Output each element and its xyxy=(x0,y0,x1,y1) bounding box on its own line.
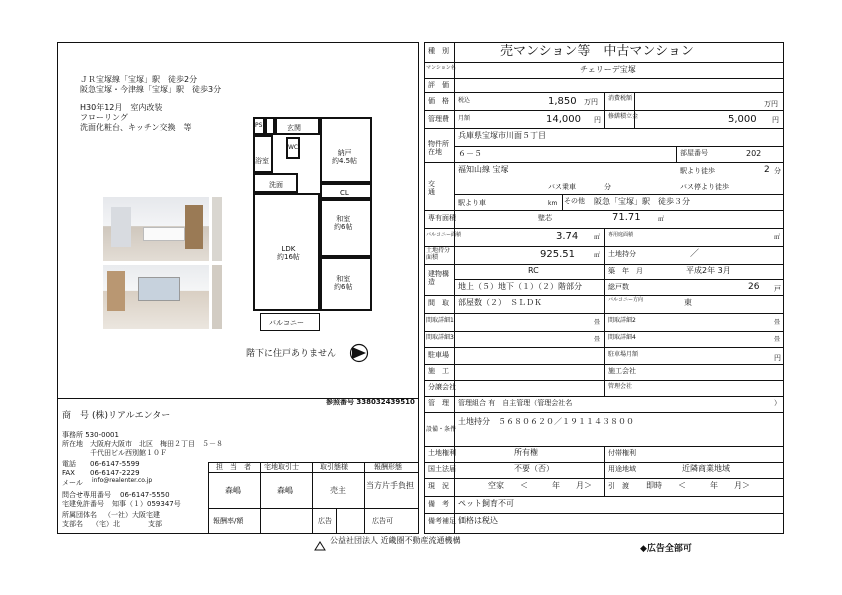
license-label: 宅建免許番号 xyxy=(62,500,104,508)
feature-line-1: H30年12月 室内改装 xyxy=(80,103,163,112)
reference-number: 参照番号 338032439510 xyxy=(326,398,415,406)
traffic-label: 交通 xyxy=(428,180,435,197)
seller-label: 分譲会社 xyxy=(428,383,456,391)
mgmt-unit: 円 xyxy=(594,116,601,124)
addr-line-2: ６－５ xyxy=(458,149,482,158)
contact-value: 06-6147-5550 xyxy=(120,491,170,499)
built-value: 平成2年 3月 xyxy=(686,266,731,275)
room-entrance: 玄関 xyxy=(275,117,320,135)
room-japanese-1: 和室 約6帖 xyxy=(320,199,372,257)
price-label: 価 格 xyxy=(428,97,449,105)
bus-label: バス乗車 xyxy=(548,183,576,191)
layout-value: 部屋数（２） ＳＬＤＫ xyxy=(458,298,542,307)
mgmt-label: 管理費 xyxy=(428,115,449,123)
layout-label: 間 取 xyxy=(428,299,449,307)
attach-label: 付帯権利 xyxy=(608,449,636,457)
note-value: ペット飼育不可 xyxy=(458,499,514,508)
parking-fee-unit: 円 xyxy=(774,354,781,362)
room-no-value: 202 xyxy=(746,149,762,158)
repair-value: 5,000 xyxy=(728,114,757,125)
balcony-area-unit: ㎡ xyxy=(594,234,601,241)
struct-label: 建物構造 xyxy=(428,270,449,287)
room-japanese-2: 和室 約6帖 xyxy=(320,257,372,311)
station-walk-unit: 分 xyxy=(774,167,781,175)
car-label: 駅より車 xyxy=(458,199,486,207)
staff-value-1: 森嶋 xyxy=(225,486,241,495)
zoning-label: 国土法届 xyxy=(428,465,456,473)
feature-line-3: 洗面化粧台、キッチン交換 等 xyxy=(80,123,192,132)
address-label: 所在地 xyxy=(62,440,83,448)
units-label: 総戸数 xyxy=(608,283,629,291)
address-line-2: 千代田ビル西別館１０Ｆ xyxy=(90,449,167,457)
interior-photo-1 xyxy=(103,197,209,261)
direction-label: バルコニー方向 xyxy=(608,297,644,303)
staff-header-4: 報酬形態 xyxy=(374,463,402,471)
other-label: その他 xyxy=(564,197,585,205)
note2-label: 備考補足 xyxy=(428,517,456,525)
room-ps: PS xyxy=(253,117,265,135)
tel-value: 06-6147-5599 xyxy=(90,460,140,468)
remarks-value: 土地持分 ５６８０６２０／１９１１４３８００ xyxy=(458,417,634,426)
room-wc: WC xyxy=(286,137,300,159)
parking-label: 駐車場 xyxy=(428,351,449,359)
private-garden-label: 専用庭面積 xyxy=(608,232,634,238)
kanri-close: ） xyxy=(774,399,781,407)
office-zip: 事務所 530-0001 xyxy=(62,431,119,439)
branch-value: （宅）北 支部 xyxy=(92,520,162,528)
room-ps2 xyxy=(265,117,275,135)
addr-line-1: 兵庫県宝塚市川面５丁目 xyxy=(458,131,546,140)
land-area-label: 土地持分面積 xyxy=(426,247,451,261)
interior-photo-3 xyxy=(212,197,222,261)
interior-photo-2 xyxy=(103,265,209,329)
repair-label: 修繕積立金 xyxy=(608,113,639,120)
staff-value-3: 売主 xyxy=(330,486,346,495)
floor-plan xyxy=(250,105,375,335)
builder-co-label: 施工会社 xyxy=(608,367,636,375)
note2-value: 価格は税込 xyxy=(458,516,498,525)
mgmt-value: 14,000 xyxy=(546,114,581,125)
zoning-value: 不要（否） xyxy=(514,464,554,473)
assoc-value: （一社）大阪宅建 xyxy=(104,511,160,519)
built-label: 築 年 月 xyxy=(608,267,643,275)
balcony-area-label: バルコニー面積 xyxy=(426,232,462,238)
room-bath: 浴室 xyxy=(253,135,273,173)
kanri-label: 管 理 xyxy=(428,399,449,407)
ad-all-ok: ◆広告全部可 xyxy=(640,544,692,554)
detail-1-label: 間取詳細1 xyxy=(426,317,454,324)
kanri-value: 管理組合 有 自主管理（管理会社名 xyxy=(458,399,573,407)
access-line-1: ＪＲ宝塚線「宝塚」駅 徒歩2分 xyxy=(80,75,198,84)
detail-1-unit: 畳 xyxy=(594,319,601,326)
address-line-1: 大阪府大阪市 北区 梅田２丁目 ５－８ xyxy=(90,440,223,448)
assoc-label: 所属団体名 xyxy=(62,511,97,519)
staff-header-3: 取引態様 xyxy=(320,463,348,471)
builder-label: 施 工 xyxy=(428,367,449,375)
room-balcony: バルコニー xyxy=(260,313,320,331)
units-value: 26 xyxy=(748,282,760,292)
feature-line-2: フローリング xyxy=(80,113,128,122)
room-ldk: LDK 約16帖 xyxy=(253,193,320,311)
usage-label: 用途地域 xyxy=(608,465,636,473)
land-area-unit: ㎡ xyxy=(594,252,601,259)
detail-4-label: 間取詳細4 xyxy=(608,334,636,341)
station-walk-value: 2 xyxy=(764,165,770,175)
floors-value: 地上（５）地下（１）（２）階部分 xyxy=(458,282,582,291)
mail-label: メール xyxy=(62,479,83,487)
detail-4-unit: 畳 xyxy=(774,336,781,343)
fee-rate-label: 報酬率/額 xyxy=(213,517,244,525)
tax-unit: 万円 xyxy=(764,100,778,108)
direction-value: 東 xyxy=(684,298,692,307)
land-share-value: ／ xyxy=(690,249,700,259)
north-arrow-icon xyxy=(349,343,369,363)
room-closet: CL xyxy=(320,183,372,199)
room-no-label: 部屋番号 xyxy=(680,149,708,157)
land-area-value: 925.51 xyxy=(540,249,575,260)
addr-label: 物件所在地 xyxy=(428,140,449,157)
other-value: 阪急「宝塚」駅 徒歩３分 xyxy=(594,197,690,206)
tax-label: 消費税額 xyxy=(608,95,633,102)
access-line-2: 阪急宝塚・今津線「宝塚」駅 徒歩3分 xyxy=(80,85,222,94)
type-label: 種 別 xyxy=(428,47,449,55)
note-label: 備 考 xyxy=(428,500,449,508)
mgmt-co-label: 管理会社 xyxy=(608,383,633,390)
line-name: 福知山線 宝塚 xyxy=(458,165,509,174)
status-date: ＜ 年 月＞ xyxy=(520,481,592,490)
room-storage: 納戸 約4.5帖 xyxy=(320,117,372,183)
delivery-date: ＜ 年 月＞ xyxy=(678,481,750,490)
type-value: 売マンション等 中古マンション xyxy=(500,44,694,59)
private-garden-unit: ㎡ xyxy=(774,234,781,241)
room-washroom: 洗面 xyxy=(253,173,298,193)
name-label: マンション名 xyxy=(426,65,456,71)
staff-header-2: 宅地取引士 xyxy=(264,463,299,471)
org-logo-icon xyxy=(314,536,326,546)
land-share-label: 土地持分 xyxy=(608,250,636,258)
ad-label: 広告 xyxy=(318,517,332,525)
price-unit: 万円 xyxy=(584,98,598,106)
area-value: 71.71 xyxy=(612,212,641,223)
staff-value-4: 当方片手負担 xyxy=(366,481,414,490)
area-label: 専有面積 xyxy=(428,214,456,222)
land-right-label: 土地権利 xyxy=(428,449,456,457)
name-value: チェリーデ宝塚 xyxy=(580,65,636,74)
status-label: 現 況 xyxy=(428,482,449,490)
eval-label: 評 価 xyxy=(428,81,449,89)
license-value: 知事（１）059347号 xyxy=(112,500,181,508)
trade-name: (株)リアルエンター xyxy=(92,411,171,421)
detail-2-label: 間取詳細2 xyxy=(608,317,636,324)
struct-value: RC xyxy=(528,266,539,275)
detail-2-unit: 畳 xyxy=(774,319,781,326)
land-right-value: 所有権 xyxy=(514,448,538,457)
balcony-area-value: 3.74 xyxy=(556,231,579,242)
area-unit: ㎡ xyxy=(658,216,665,223)
repair-unit: 円 xyxy=(772,116,779,124)
usage-value: 近隣商業地域 xyxy=(682,464,730,473)
price-value: 1,850 xyxy=(548,96,577,107)
staff-value-2: 森嶋 xyxy=(277,486,293,495)
interior-photo-4 xyxy=(212,265,222,329)
car-unit: km xyxy=(548,200,558,207)
bus-unit: 分 xyxy=(604,183,611,191)
org-name: 公益社団法人 近畿圏不動産流通機構 xyxy=(330,536,461,545)
mail-value[interactable]: info@realenter.co.jp xyxy=(92,477,153,484)
status-value: 空家 xyxy=(488,481,504,490)
contact-label: 問合せ専用番号 xyxy=(62,491,111,499)
price-sub: 税込 xyxy=(458,97,471,104)
delivery-value: 即時 xyxy=(646,481,662,490)
bus-walk-label: バス停より徒歩 xyxy=(680,183,729,191)
staff-header-1: 担 当 者 xyxy=(216,463,251,471)
delivery-label: 引 渡 xyxy=(608,482,629,490)
area-sub: 壁芯 xyxy=(538,214,552,222)
branch-label: 支部名 xyxy=(62,520,83,528)
fax-value: 06-6147-2229 xyxy=(90,469,140,477)
units-unit: 戸 xyxy=(774,285,781,293)
floorplan-note: 階下に住戸ありません xyxy=(246,349,337,359)
detail-3-label: 間取詳細3 xyxy=(426,334,454,341)
remarks-label: 設備・条件 xyxy=(426,426,457,433)
detail-3-unit: 畳 xyxy=(594,336,601,343)
ad-value: 広告可 xyxy=(372,517,393,525)
trade-label: 商 号 xyxy=(62,411,90,421)
parking-fee-label: 駐車場月額 xyxy=(608,351,639,358)
tel-label: 電話 xyxy=(62,460,76,468)
fax-label: FAX xyxy=(62,469,75,477)
station-walk-label: 駅より徒歩 xyxy=(680,167,715,175)
mgmt-sub: 月額 xyxy=(458,115,471,122)
